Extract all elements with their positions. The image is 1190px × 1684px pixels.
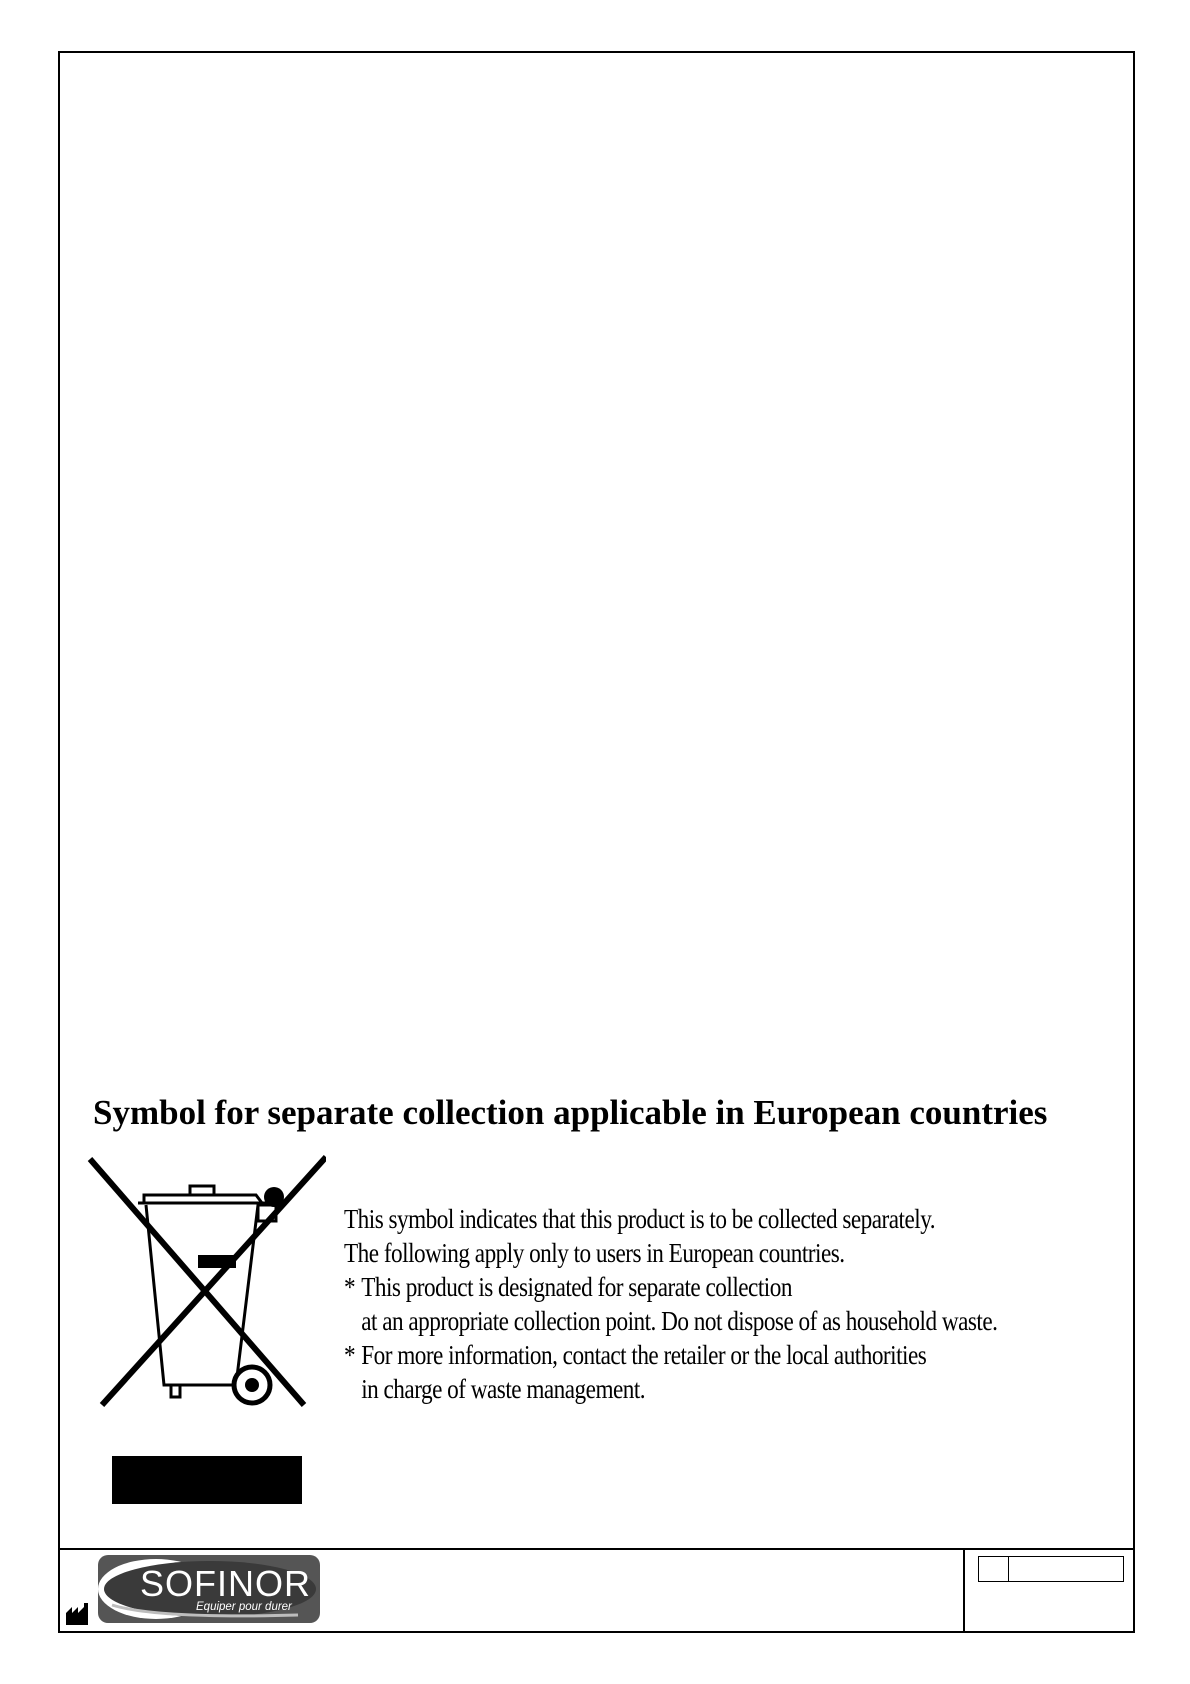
notice-bullet	[344, 1338, 980, 1372]
notice-line: at an appropriate collection point. Do not dispose of as household waste.	[361, 1306, 998, 1336]
date-marking-bar	[112, 1456, 302, 1504]
footer-column-divider	[963, 1548, 965, 1633]
crossed-out-wheelie-bin-icon	[86, 1155, 326, 1407]
reference-box-cell	[979, 1557, 1009, 1581]
disposal-notice	[344, 1202, 998, 1406]
notice-line: The following apply only to users in European countries.	[344, 1238, 845, 1268]
logo-tagline: Equiper pour durer	[196, 1601, 292, 1613]
reference-box	[978, 1556, 1124, 1582]
notice-line: in charge of waste management.	[361, 1374, 646, 1404]
footer-divider	[58, 1548, 1135, 1550]
bullet-marker: *	[344, 1272, 356, 1302]
logo-name: SOFINOR	[140, 1563, 312, 1604]
manufacturer-icon	[66, 1603, 94, 1625]
page-title: Symbol for separate collection applicable in European countries	[93, 1093, 1048, 1132]
notice-bullet-text: This product is designated for separate collection	[361, 1272, 792, 1302]
notice-line: This symbol indicates that this product is to be collected separately.	[344, 1204, 936, 1234]
bullet-marker: *	[344, 1340, 356, 1370]
sofinor-logo	[98, 1555, 320, 1623]
notice-bullet	[344, 1270, 980, 1304]
notice-bullet-text: For more information, contact the retailer or the local authorities	[361, 1340, 927, 1370]
